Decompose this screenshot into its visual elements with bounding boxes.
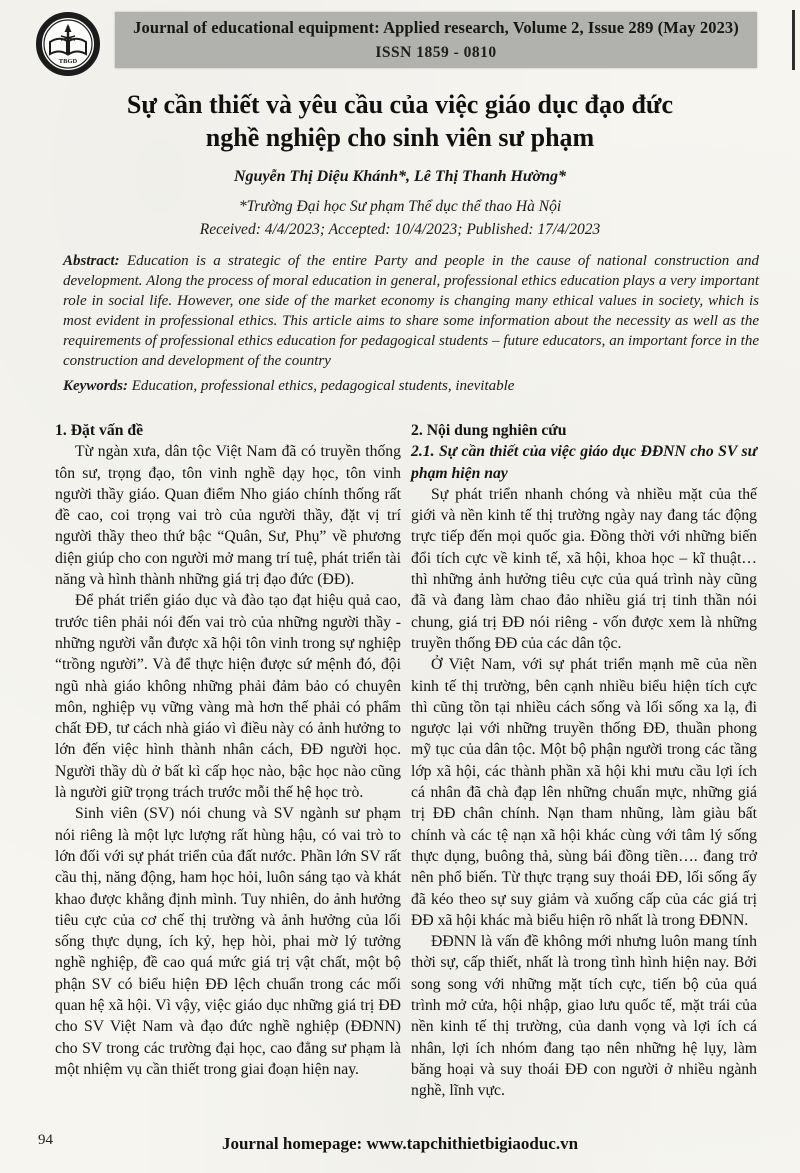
left-paragraph: Sinh viên (SV) nói chung và SV ngành sư phạm nói riêng là một lực lượng rất hùng hậu, có vai trò to lớn đối với sự phát triển của đất nước. Phần lớn SV rất cầu thị, năng động, ham học hỏi, luôn sáng tạo và khát khao được khẳng định mình. Tuy nhiên, do ảnh hưởng tiêu cực của cơ chế thị trường và ảnh hưởng của lối sống thực dụng, ích kỷ, hẹp hòi, phai mờ lý tưởng nghề nghiệp, đề cao quá mức giá trị vật chất, một bộ phận SV có biểu hiện ĐĐ lệch chuẩn trong các mối quan hệ xã hội. Vì vậy, việc giáo dục những giá trị ĐĐ cho SV Việt Nam và đạo đức nghề nghiệp (ĐĐNN) cho SV trong các trường đại học, cao đẳng sư phạm là một nhiệm vụ cần thiết trong giai đoạn hiện nay. [55, 805, 401, 1078]
abstract-text: Education is a strategic of the entire Party and people in the cause of national construction and development. Along the process of moral education in general, professional ethics education plays a very important role in social life. However, one side of the market economy is changing many ethical values in society, which is most evident in professional ethics. This article aims to share some information about the necessity as well as the requirements of professional ethics education for pedagogical students – future educators, an important force in the construction and development of the country [63, 253, 759, 369]
right-paragraph: ĐĐNN là vấn đề không mới nhưng luôn mang tính thời sự, cấp thiết, nhất là trong tình hình hiện nay. Bởi song song với những mặt tích cực, tiến bộ của quá trình mở cửa, hội nhập, giao lưu quốc tế, mặt trái của nền kinh tế thị trường, của danh vọng và lợi ích cá nhân, lợi ích nhóm đang tạo nên những hệ lụy, làm băng hoại và suy thoái ĐĐ con người ở nhiều ngành nghề, lĩnh vực. [411, 933, 757, 1100]
abstract-label: Abstract: [63, 253, 120, 269]
keywords-text: Education, professional ethics, pedagogical students, inevitable [128, 378, 515, 394]
article-body [55, 420, 757, 1102]
page-number: 94 [38, 1132, 53, 1148]
section-heading-2: 2. Nội dung nghiên cứu [411, 422, 567, 439]
logo-text: TBGD [58, 58, 78, 65]
article-title [0, 88, 800, 154]
section-heading-2-1: 2.1. Sự cần thiết của việc giáo dục ĐĐNN cho SV sư phạm hiện nay [411, 443, 757, 482]
left-paragraph: Từ ngàn xưa, dân tộc Việt Nam đã có truyền thống tôn sư, trọng đạo, tôn vinh nghề dạy học, tôn vinh người thầy giáo. Quan điểm Nho giáo chính thống rất đề cao, coi trọng vai trò của người thầy, đặt vị trí người thầy theo thứ bậc “Quân, Sư, Phụ” về phương diện giúp cho con người mở mang trí tuệ, phát triển tài năng và hình thành những giá trị đạo đức (ĐĐ). [55, 443, 401, 589]
journal-logo [36, 12, 100, 76]
section-heading-1: 1. Đặt vấn đề [55, 422, 144, 439]
right-paragraph: Ở Việt Nam, với sự phát triển mạnh mẽ của nền kinh tế thị trường, bên cạnh nhiều biểu hiện tích cực thì cũng tồn tại nhiều cách sống và lối sống xa lạ, đi ngược lại với những truyền thống ĐĐ, thuần phong mỹ tục của dân tộc. Một bộ phận người trong các tầng lớp xã hội, các thành phần xã hội khi mưu cầu lợi ích cá nhân đã chà đạp lên những chuẩn mực, những giá trị ĐĐ chân chính. Nạn tham nhũng, làm giàu bất chính và các tệ nạn xã hội khác cùng với tâm lý sống thực dụng, buông thả, sùng bái đồng tiền…. đang trở nên phổ biến. Từ thực trạng suy thoái ĐĐ, lối sống ấy đã kéo theo sự suy giảm và xuống cấp của các giá trị ĐĐ xã hội khác mà biểu hiện rõ nhất là trong ĐĐNN. [411, 656, 757, 929]
journal-homepage [0, 1134, 800, 1154]
article-affiliation: *Trường Đại học Sư phạm Thể dục thể thao Hà Nội [238, 198, 562, 215]
journal-logo-icon [36, 12, 100, 76]
scan-artifact-line [792, 10, 795, 70]
abstract [63, 252, 759, 371]
right-column [411, 420, 757, 1102]
article-title-line2: nghề nghiệp cho sinh viên sư phạm [205, 123, 595, 152]
left-column [55, 420, 401, 1102]
keywords [63, 378, 759, 395]
article-dates: Received: 4/4/2023; Accepted: 10/4/2023; Published: 17/4/2023 [199, 221, 601, 238]
homepage-url: www.tapchithietbigiaoduc.vn [366, 1134, 579, 1153]
left-paragraph: Để phát triển giáo dục và đào tạo đạt hiệu quả cao, trước tiên phải nói đến vai trò của những người thầy - những người vẫn được xã hội tôn vinh trong sự nghiệp “trồng người”. Và để thực hiện được sứ mệnh đó, đội ngũ nhà giáo không những phải đảm bảo có chuyên môn, nghiệp vụ vững vàng mà hơn thế phải có phẩm chất ĐĐ, tư cách nhà giáo vì điều này có ảnh hưởng to lớn đến việc hình thành nhân cách, ĐĐ người học. Người thầy dù ở bất kì cấp học nào, bậc học nào cũng là người giữ trọng trách trước mỗi thế hệ học trò. [55, 592, 401, 802]
article-authors: Nguyễn Thị Diệu Khánh*, Lê Thị Thanh Hường* [233, 168, 566, 185]
journal-masthead [115, 12, 757, 68]
journal-title-line: Journal of educational equipment: Applied research, Volume 2, Issue 289 (May 2023) [133, 18, 739, 37]
right-paragraph: Sự phát triển nhanh chóng và nhiều mặt của thế giới và nền kinh tế thị trường ngày nay đang tác động trực tiếp đến mọi quốc gia. Đồng thời với những biến đổi tích cực về kinh tế, xã hội, khoa học – kĩ thuật… thì những ảnh hưởng tiêu cực của quá trình này cũng đã và đang làm chao đảo nhiều giá trị tinh thần nói chung, giá trị ĐĐ nói riêng - vốn được xem là những truyền thống ĐĐ của các dân tộc. [411, 485, 757, 652]
keywords-label: Keywords: [63, 378, 128, 394]
article-title-line1: Sự cần thiết và yêu cầu của việc giáo dục đạo đức [126, 90, 674, 119]
journal-issn-line: ISSN 1859 - 0810 [375, 44, 497, 61]
homepage-label: Journal homepage: [221, 1134, 367, 1153]
